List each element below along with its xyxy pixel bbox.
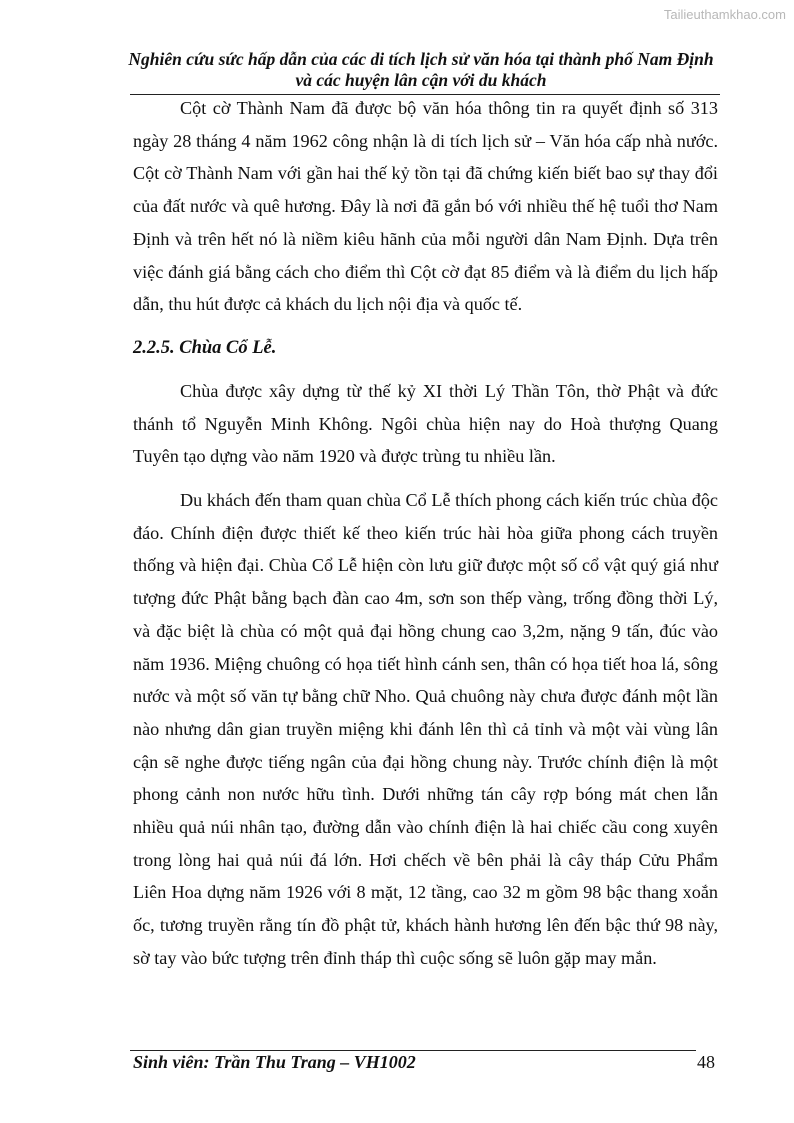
watermark-text: Tailieuthamkhao.com: [663, 7, 786, 22]
body-paragraph: Du khách đến tham quan chùa Cổ Lễ thích phong cách kiến trúc chùa độc đáo. Chính điện được thiết kế theo kiến trúc hài hòa giữa phong cách truyền thống và hiện đại. Chùa Cổ Lễ hiện còn lưu giữ được một số cổ vật quý giá như tượng đức Phật bằng bạch đàn cao 4m, sơn son thếp vàng, trống đồng thời Lý, và đặc biệt là chùa có một quả đại hồng chung cao 3,2m, nặng 9 tấn, đúc vào năm 1936. Miệng chuông có họa tiết hình cánh sen, thân có họa tiết hoa lá, sông nước và một số văn tự bằng chữ Nho. Quả chuông này chưa được đánh một lần nào nhưng dân gian truyền miệng khi đánh lên thì cả tỉnh và một vài vùng lân cận sẽ nghe được tiếng ngân của đại hồng chung này. Trước chính điện là một phong cảnh non nước hữu tình. Dưới những tán cây rợp bóng mát chen lẫn nhiều quả núi nhân tạo, đường dẫn vào chính điện là hai chiếc cầu cong xuyên trong lòng hai quả núi đá lớn. Hơi chếch về bên phải là cây tháp Cửu Phẩm Liên Hoa dựng năm 1926 với 8 mặt, 12 tầng, cao 32 m gồm 98 bậc thang xoắn ốc, tương truyền rằng tín đồ phật tử, khách hành hương lên đến bậc thứ 98 này, sờ tay vào bức tượng trên đỉnh tháp thì cuộc sống sẽ luôn gặp may mắn.: [133, 490, 718, 968]
running-header-title: Nghiên cứu sức hấp dẫn của các di tích lịch sử văn hóa tại thành phố Nam Định và các huyện lân cận với du khách: [128, 49, 714, 90]
footer-author: Sinh viên: Trần Thu Trang – VH1002: [133, 1052, 416, 1072]
page-body: [133, 92, 718, 975]
body-paragraph: Cột cờ Thành Nam đã được bộ văn hóa thông tin ra quyết định số 313 ngày 28 tháng 4 năm 1962 công nhận là di tích lịch sử – Văn hóa cấp nhà nước. Cột cờ Thành Nam với gần hai thế kỷ tồn tại đã chứng kiến biết bao sự thay đổi của đất nước và quê hương. Đây là nơi đã gắn bó với nhiều thế hệ tuổi thơ Nam Định và trên hết nó là niềm kiêu hãnh của mỗi người dân Nam Định. Dựa trên việc đánh giá bằng cách cho điểm thì Cột cờ đạt 85 điểm và là điểm du lịch hấp dẫn, thu hút được cả khách du lịch nội địa và quốc tế.: [133, 98, 718, 315]
page-number: 48: [697, 1052, 715, 1072]
footer-divider: [130, 1050, 696, 1051]
section-heading: 2.2.5. Chùa Cổ Lễ.: [133, 337, 277, 358]
body-paragraph: Chùa được xây dựng từ thế kỷ XI thời Lý Thần Tôn, thờ Phật và đức thánh tổ Nguyễn Minh Không. Ngôi chùa hiện nay do Hoà thượng Quang Tuyên tạo dựng vào năm 1920 và được trùng tu nhiều lần.: [133, 380, 718, 467]
